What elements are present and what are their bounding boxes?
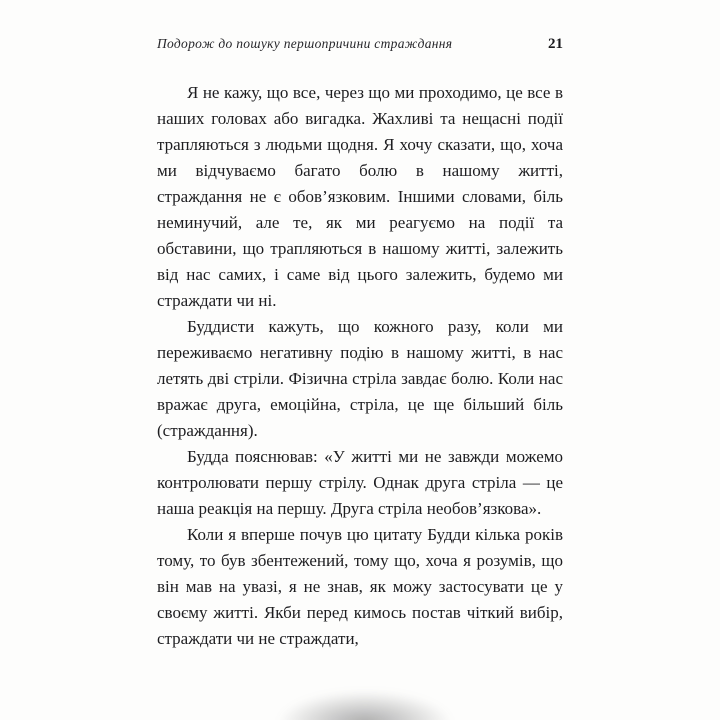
paragraph: Коли я вперше почув цю цитату Будди кілька років тому, то був збентежений, тому що, хоча я розумів, що він мав на увазі, я не знав, як можу застосувати це у своєму житті. Якби перед кимось постав чіткий вибір, страждати чи не страждати, <box>157 525 563 648</box>
paragraph: Буддисти кажуть, що кожного разу, коли ми переживаємо негативну подію в нашому житті, в нас летять дві стріли. Фізична стріла завдає болю. Коли нас вражає друга, емоційна, стріла, це ще більший біль (страждання). <box>157 317 563 440</box>
page-bottom-shadow <box>270 688 460 720</box>
page-header <box>157 36 563 53</box>
running-title: Подорож до пошуку першопричини страждання <box>157 36 453 51</box>
page-number: 21 <box>548 36 563 52</box>
paragraph: Будда пояснював: «У житті ми не завжди можемо контролювати першу стрілу. Однак друга стріла — це наша реакція на першу. Друга стріла необов’язкова». <box>157 447 563 518</box>
paragraph: Я не кажу, що все, через що ми проходимо, це все в наших головах або вигадка. Жахливі та нещасні події трапляються з людьми щодня. Я хочу сказати, що, хоча ми відчуваємо багато болю в нашому житті, страждання не є обов’язковим. Іншими словами, біль неминучий, але те, як ми реагуємо на події та обставини, що трапляються в нашому житті, залежить від нас самих, і саме від цього залежить, будемо ми страждати чи ні. <box>157 83 563 310</box>
body-text <box>157 80 563 652</box>
